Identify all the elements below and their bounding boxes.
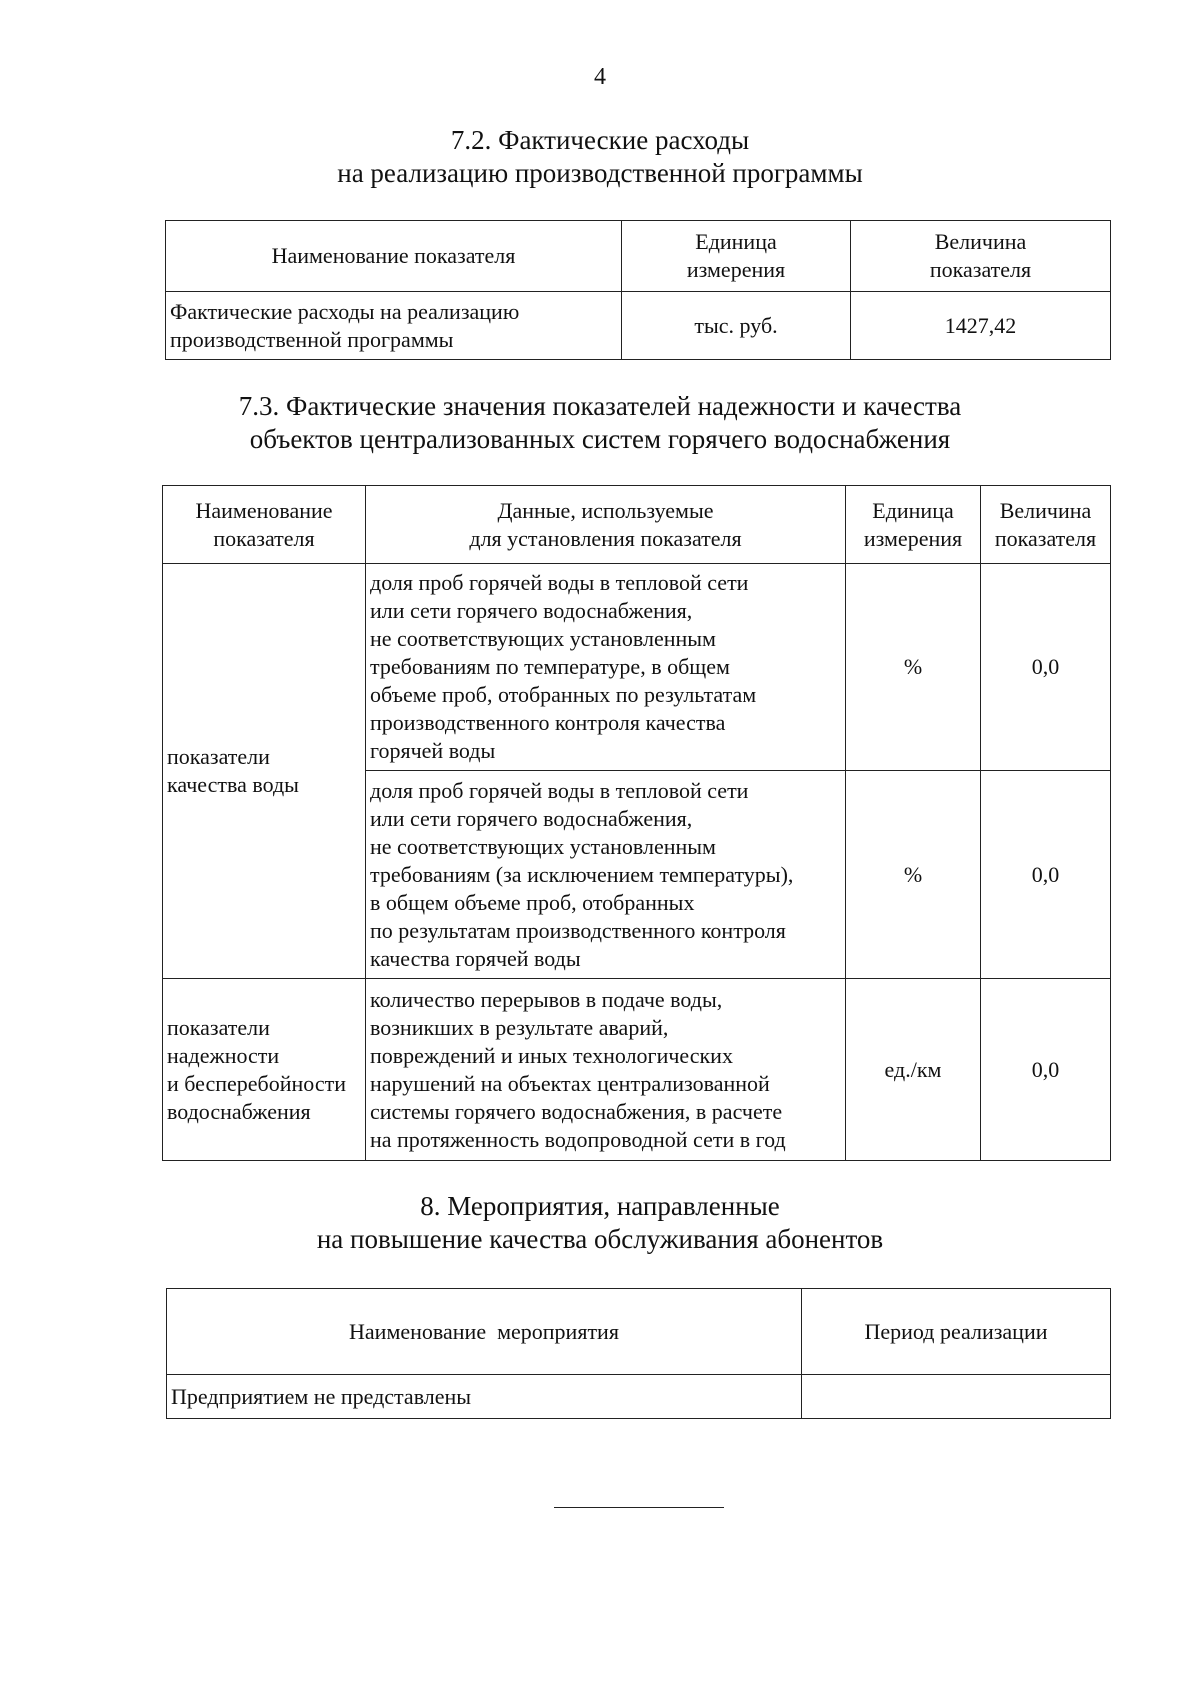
table-header-row (163, 486, 1111, 564)
table-header-row (167, 1289, 1111, 1375)
group-name-water-quality: показатели качества воды (163, 564, 366, 979)
title-line: на реализацию производственной программы (337, 158, 863, 188)
header-unit: Единица измерения (622, 221, 851, 292)
row-value: 1427,42 (851, 292, 1111, 360)
header-data: Данные, используемые для установления показателя (366, 486, 846, 564)
header-unit: Единица измерения (846, 486, 981, 564)
section-8-title (0, 1190, 1200, 1256)
row-value: 0,0 (981, 979, 1111, 1161)
row-data: доля проб горячей воды в тепловой сети или сети горячего водоснабжения, не соответствующих установленным требованиям (за исключением температуры), в общем объеме проб, отобранных по результатам производственного контроля качества горячей воды (366, 771, 846, 979)
row-data: количество перерывов в подаче воды, возникших в результате аварий, повреждений и иных технологических нарушений на объектах централизованной системы горячего водоснабжения, в расчете на протяженность водопроводной сети в год (366, 979, 846, 1161)
title-line: 7.3. Фактические значения показателей надежности и качества (238, 391, 962, 421)
row-unit: ед./км (846, 979, 981, 1161)
expenses-table (165, 220, 1111, 360)
table-header-row (166, 221, 1111, 292)
row-unit: % (846, 771, 981, 979)
table-row (166, 292, 1111, 360)
header-value: Величина показателя (851, 221, 1111, 292)
table-row (167, 1375, 1111, 1419)
group-name-reliability: показатели надежности и бесперебойности водоснабжения (163, 979, 366, 1161)
section-7-3-title (0, 390, 1200, 456)
table-row (163, 979, 1111, 1161)
row-unit: % (846, 564, 981, 771)
header-name: Наименование показателя (166, 221, 622, 292)
row-name: Фактические расходы на реализацию производственной программы (166, 292, 622, 360)
title-line: 8. Мероприятия, направленные (420, 1191, 780, 1221)
row-value: 0,0 (981, 771, 1111, 979)
page-number: 4 (594, 64, 606, 90)
header-value: Величина показателя (981, 486, 1111, 564)
table-row (163, 564, 1111, 771)
row-unit: тыс. руб. (622, 292, 851, 360)
row-activity-name: Предприятием не представлены (167, 1375, 802, 1419)
title-line: объектов централизованных систем горячего водоснабжения (249, 424, 951, 454)
section-7-2-title (0, 124, 1200, 190)
activities-table (166, 1288, 1111, 1419)
title-line: на повышение качества обслуживания абонентов (316, 1224, 884, 1254)
header-activity-name: Наименование мероприятия (167, 1289, 802, 1375)
row-data: доля проб горячей воды в тепловой сети или сети горячего водоснабжения, не соответствующих установленным требованиям по температуре, в общем объеме проб, отобранных по результатам производственного контроля качества горячей воды (366, 564, 846, 771)
title-line: 7.2. Фактические расходы (450, 125, 750, 155)
header-name: Наименование показателя (163, 486, 366, 564)
row-value: 0,0 (981, 564, 1111, 771)
header-period: Период реализации (802, 1289, 1111, 1375)
end-rule (554, 1507, 724, 1508)
row-period (802, 1375, 1111, 1419)
indicators-table (162, 485, 1111, 1161)
